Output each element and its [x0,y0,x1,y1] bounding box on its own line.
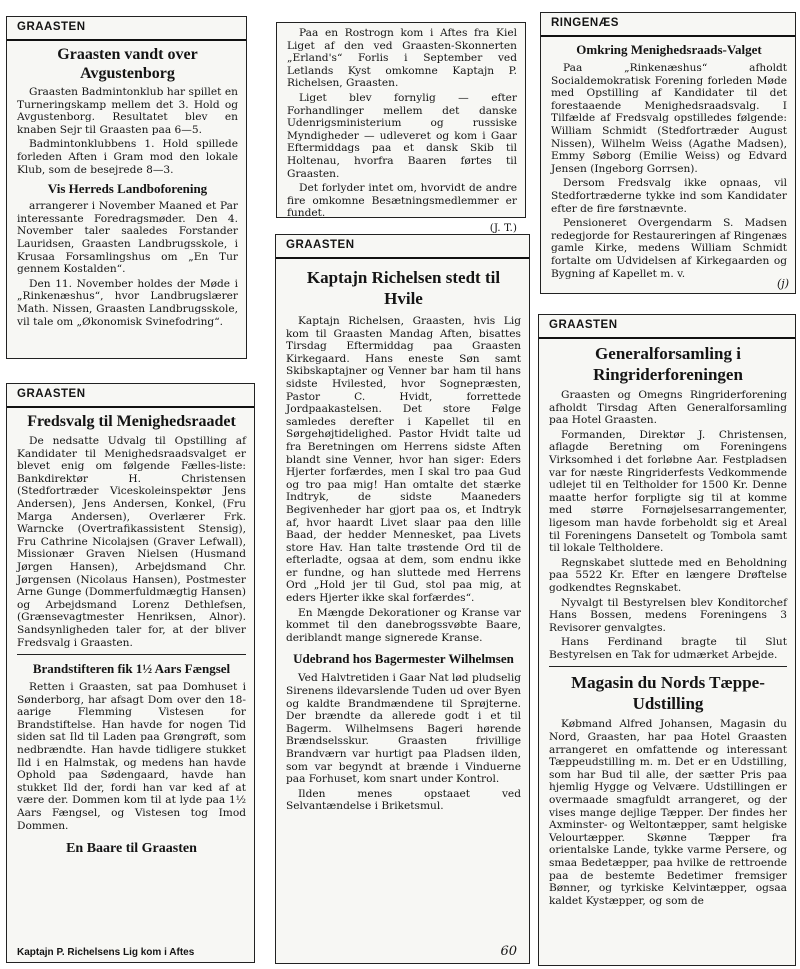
section-tag: RINGENÆS [551,17,619,29]
clipping-header [539,315,795,339]
subheadline: Vis Herreds Landboforening [47,181,208,197]
paragraph: Nyvalgt til Bestyrelsen blev Konditorchef Hans Bossen, medens Foreningens 3 Revisorer genvalgtes. [549,596,787,634]
paragraph: Det forlyder intet om, hvorvidt de andre fire omkomne Besætningsmedlemmer er fundet. [287,182,517,220]
section-tag: GRAASTEN [17,388,86,400]
signature: (J. T.) [489,221,517,234]
clipping-header [541,13,795,37]
paragraph: De nedsatte Udvalg til Opstilling af Kandidater til Menighedsraadsvalget er blevet enig om følgende Fælles-liste: Bankdirektør H. Christensen (Stedfortræder Viceskoleinspektør Jens Andersen), Jens Andersen, Konkel, (Fru Marga Andersen), Overlærer Frk. Warncke (Overtrafikassistent Stensig), Fru Cathrine Nicolajsen (Graver Lefwall), Missionær Graven Nielsen (Husmand Jørgen Hansen), Arbejdsmand Chr. Jørgensen (Nicolaus Hansen), Postmester Arne Gunge (Dommerfuldmægtig Hansen) og Arbejdsmand Lorenz Dethlefsen, (Grænsevagtmester Henriksen, Alnor). Sandsynligheden taler for, at der bliver Fredsvalg i Graasten. [17,435,246,649]
clipping-ringenaes [540,12,796,294]
handwritten-page-number: 60 [500,944,517,959]
headline: Generalforsamling i Ringriderforeningen [593,344,743,384]
divider [17,654,246,655]
headline: Graasten vandt over Avgustenborg [57,46,198,82]
paragraph: arrangerer i November Maaned et Par interessante Foredragsmøder. Den 4. November taler saaledes Forstander Lauridsen, Graasten Landbrugsskole, i Krusaa Forsamlingshus om „En Tur gennem Kostalden“. [17,200,238,276]
headline: Fredsvalg til Menighedsraadet [27,413,236,430]
subheadline: Brandstifteren fik 1½ Aars Fængsel [32,661,231,677]
paragraph: Ved Halvtretiden i Gaar Nat lød pludselig Sirenens ildevarslende Tuden ud over Byen og kaldte Brandmændene til Sprøjterne. Der brændte da allerede godt i et til Bagerm. Wilhelmsens Bageri hørende Brændselsskur. Graasten frivillige Brandværn var hurtigt paa Pladsen ilden, som var begyndt at brænde i Vinduerne paa Forhuset, kom snart under Kontrol. [286,672,521,786]
paragraph: Købmand Alfred Johansen, Magasin du Nord, Graasten, har paa Hotel Graasten arrangeret en omfattende og interessant Tæppeudstilling m. m. Det er en Udstilling, som har Bud til alle, der sætter Pris paa hjemlig Hygge og Velvære. Udstillingen er overmaade smagfuldt arrangeret, og der vises mange dejlige Tæpper. Der findes her Axminster- og Weltontæpper, samt helgiske Velourtæpper. Skønne Tæpper fra orientalske Lande, tykke varme Persere, og smaa Bedetæpper, paa hvilke de rettroende paa de bestemte Bedetimer fremsiger Bønner, og tyrkiske Kelvintæpper, ogsaa kaldet Kystæpper, og som de [549,718,787,907]
headline: Magasin du Nords Tæppe-Udstilling [571,673,765,714]
paragraph: Badmintonklubbens 1. Hold spillede forleden Aften i Gram mod den lokale Klub, som de besejrede 8—3. [17,138,238,176]
paragraph: Kaptajn Richelsen, Graasten, hvis Lig kom til Graasten Mandag Aften, bisattes Tirsdag Eftermiddag paa Graasten Kirkegaard. Hans eneste Søn samt Skibskaptajner og Venner bar ham til hans sidste Hvilested, hvor Sognepræsten, Pastor C. Hvidt, forrettede Jordpaakastelsen. Det store Følge samledes derefter i Kapellet til en Sørgehøjtidelighed. Pastor Hvidt talte ud fra Beretningen om Herrens sidste Aften blandt sine Venner, hvor han siger: Eders Hjerter forfærdes, men I skal tro paa Gud og tro paa mig! Han omtalte det stærke Indtryk, de sidste Maaneders Begivenheder har gjort paa os, et Indtryk af, hvor haardt Livet slaar paa den lille Baad, der hedder Mennesket, paa Livets store Hav. Han talte trøstende Ord til de efterladte, ogsaa at dem, som endnu ikke er fundne, og han sluttede med Herrens Ord „Hold jer til Gud, stol paa mig, at eders Hjerter ikke skal forfærdes“. [286,315,521,605]
paragraph: Retten i Graasten, sat paa Domhuset i Sønderborg, har afsagt Dom over den 18-aarige Flemming Vistesen for Brandstiftelse. Han havde for nogen Tid siden sat Ild til Laden paa Grøngrøft, som nedbrændte. Han havde tidligere stukket Ild i en Halmstak, og medens han havde Ophold paa Sødengaard, havde han stukket Ild der, fordi han var ked af at være der. Dommen kom til at lyde paa 1½ Aars Fængsel, og Vistesen tog Imod Dommen. [17,681,246,832]
clipping-header [7,384,254,408]
paragraph: Formanden, Direktør J. Christensen, aflagde Beretning om Foreningens Virksomhed i det forløbne Aar. Festpladsen var for næste Ringriderfests Vedkommende udlejet til en Teltholder for 1500 Kr. Denne maatte herfor forpligte sig til at komme med større Fornøjelsesarrangementer, ligesom man havde forbeholdt sig et Areal til Foreningens Dansetelt og Tombola samt til lokale Teltholdere. [549,428,787,555]
paragraph: Den 11. November holdes der Møde i „Rinkenæshus“, hvor Landbrugslærer Math. Nissen, Graasten Landbrugsskole, vil tale om „Økonomisk Svinefodring“. [17,277,238,328]
paragraph: Pensioneret Overgendarm S. Madsen redegjorde for Restaureringen af Ringenæs gamle Kirke, medens William Schmidt fortalte om Udvidelsen af Kirkegaarden og Bygning af Kapellet m. v. [551,217,787,280]
paragraph: Liget blev fornylig — efter Forhandlinger mellem det danske Udenrigsministerium og russiske Myndigheder — udleveret og kom i Gaar Eftermiddags paa et dansk Skib til Holtenau, hvorfra Baaren førtes til Graasten. [287,91,517,180]
paragraph: Hans Ferdinand bragte til Slut Bestyrelsen en Tak for udmærket Arbejde. [549,636,787,661]
clipping-header [276,235,529,259]
headline: Omkring Menighedsraads-Valget [576,42,762,57]
paragraph: Paa en Rostrogn kom i Aftes fra Kiel Liget af den ved Graasten-Skonnerten „Erland's“ Forlis i September ved Letlands Kyst omkomne Kaptajn P. Richelsen, Graasten. [287,27,517,90]
paragraph: Dersom Fredsvalg ikke opnaas, vil Stedfortræderne tykke ind som Kandidater efter de fire førstnævnte. [551,177,787,215]
paragraph: En Mængde Dekorationer og Kranse var kommet til den danebrogssvøbte Baare, deriblandt mange signerede Kranse. [286,606,521,644]
headline: En Baare til Graasten [66,841,197,857]
paragraph: Graasten og Omegns Ringriderforening afholdt Tirsdag Aften Generalforsamling paa Hotel Graasten. [549,389,787,427]
clipping-richelsen-funeral [275,234,530,964]
clipping-ringrider [538,314,796,966]
section-tag: GRAASTEN [17,21,86,33]
paragraph: Graasten Badmintonklub har spillet en Turneringskamp mellem det 3. Hold og Avgustenborg. Resultatet blev en knaben Sejr til Graasten paa 6—5. [17,86,238,136]
subheadline: Udebrand hos Bagermester Wilhelmsen [293,651,514,667]
clipping-fredsvalg [6,383,255,963]
section-tag: GRAASTEN [549,319,618,331]
clipping-badminton [6,16,247,359]
headline: Kaptajn Richelsen stedt til Hvile [306,268,501,308]
clipping-header [7,17,246,41]
section-tag: GRAASTEN [286,239,355,251]
paragraph: Ilden menes opstaaet ved Selvantændelse i Briketsmul. [286,787,521,813]
paragraph: Regnskabet sluttede med en Beholdning paa 5522 Kr. Efter en længere Drøftelse godkendtes Regnskabet. [549,556,787,594]
divider [549,666,787,667]
clipping-richelsen-arrival [276,22,526,234]
paragraph: Paa „Rinkenæshus“ afholdt Socialdemokratisk Forening forleden Møde med Opstilling af Kandidater til det forestaaende Menighedsraadsvalg. I Tilfælde af Fredsvalg opstilledes følgende: William Schmidt (Stedfortræder August Nissen), Wilhelm Weiss (Agathe Madsen), Emmy Søborg (Emilie Weiss) og Edvard Jensen (Ingeborg Gorrsen). [551,62,787,175]
bottom-line: Kaptajn P. Richelsens Lig kom i Aftes [17,947,195,958]
handwritten-mark: (j) [777,277,789,290]
